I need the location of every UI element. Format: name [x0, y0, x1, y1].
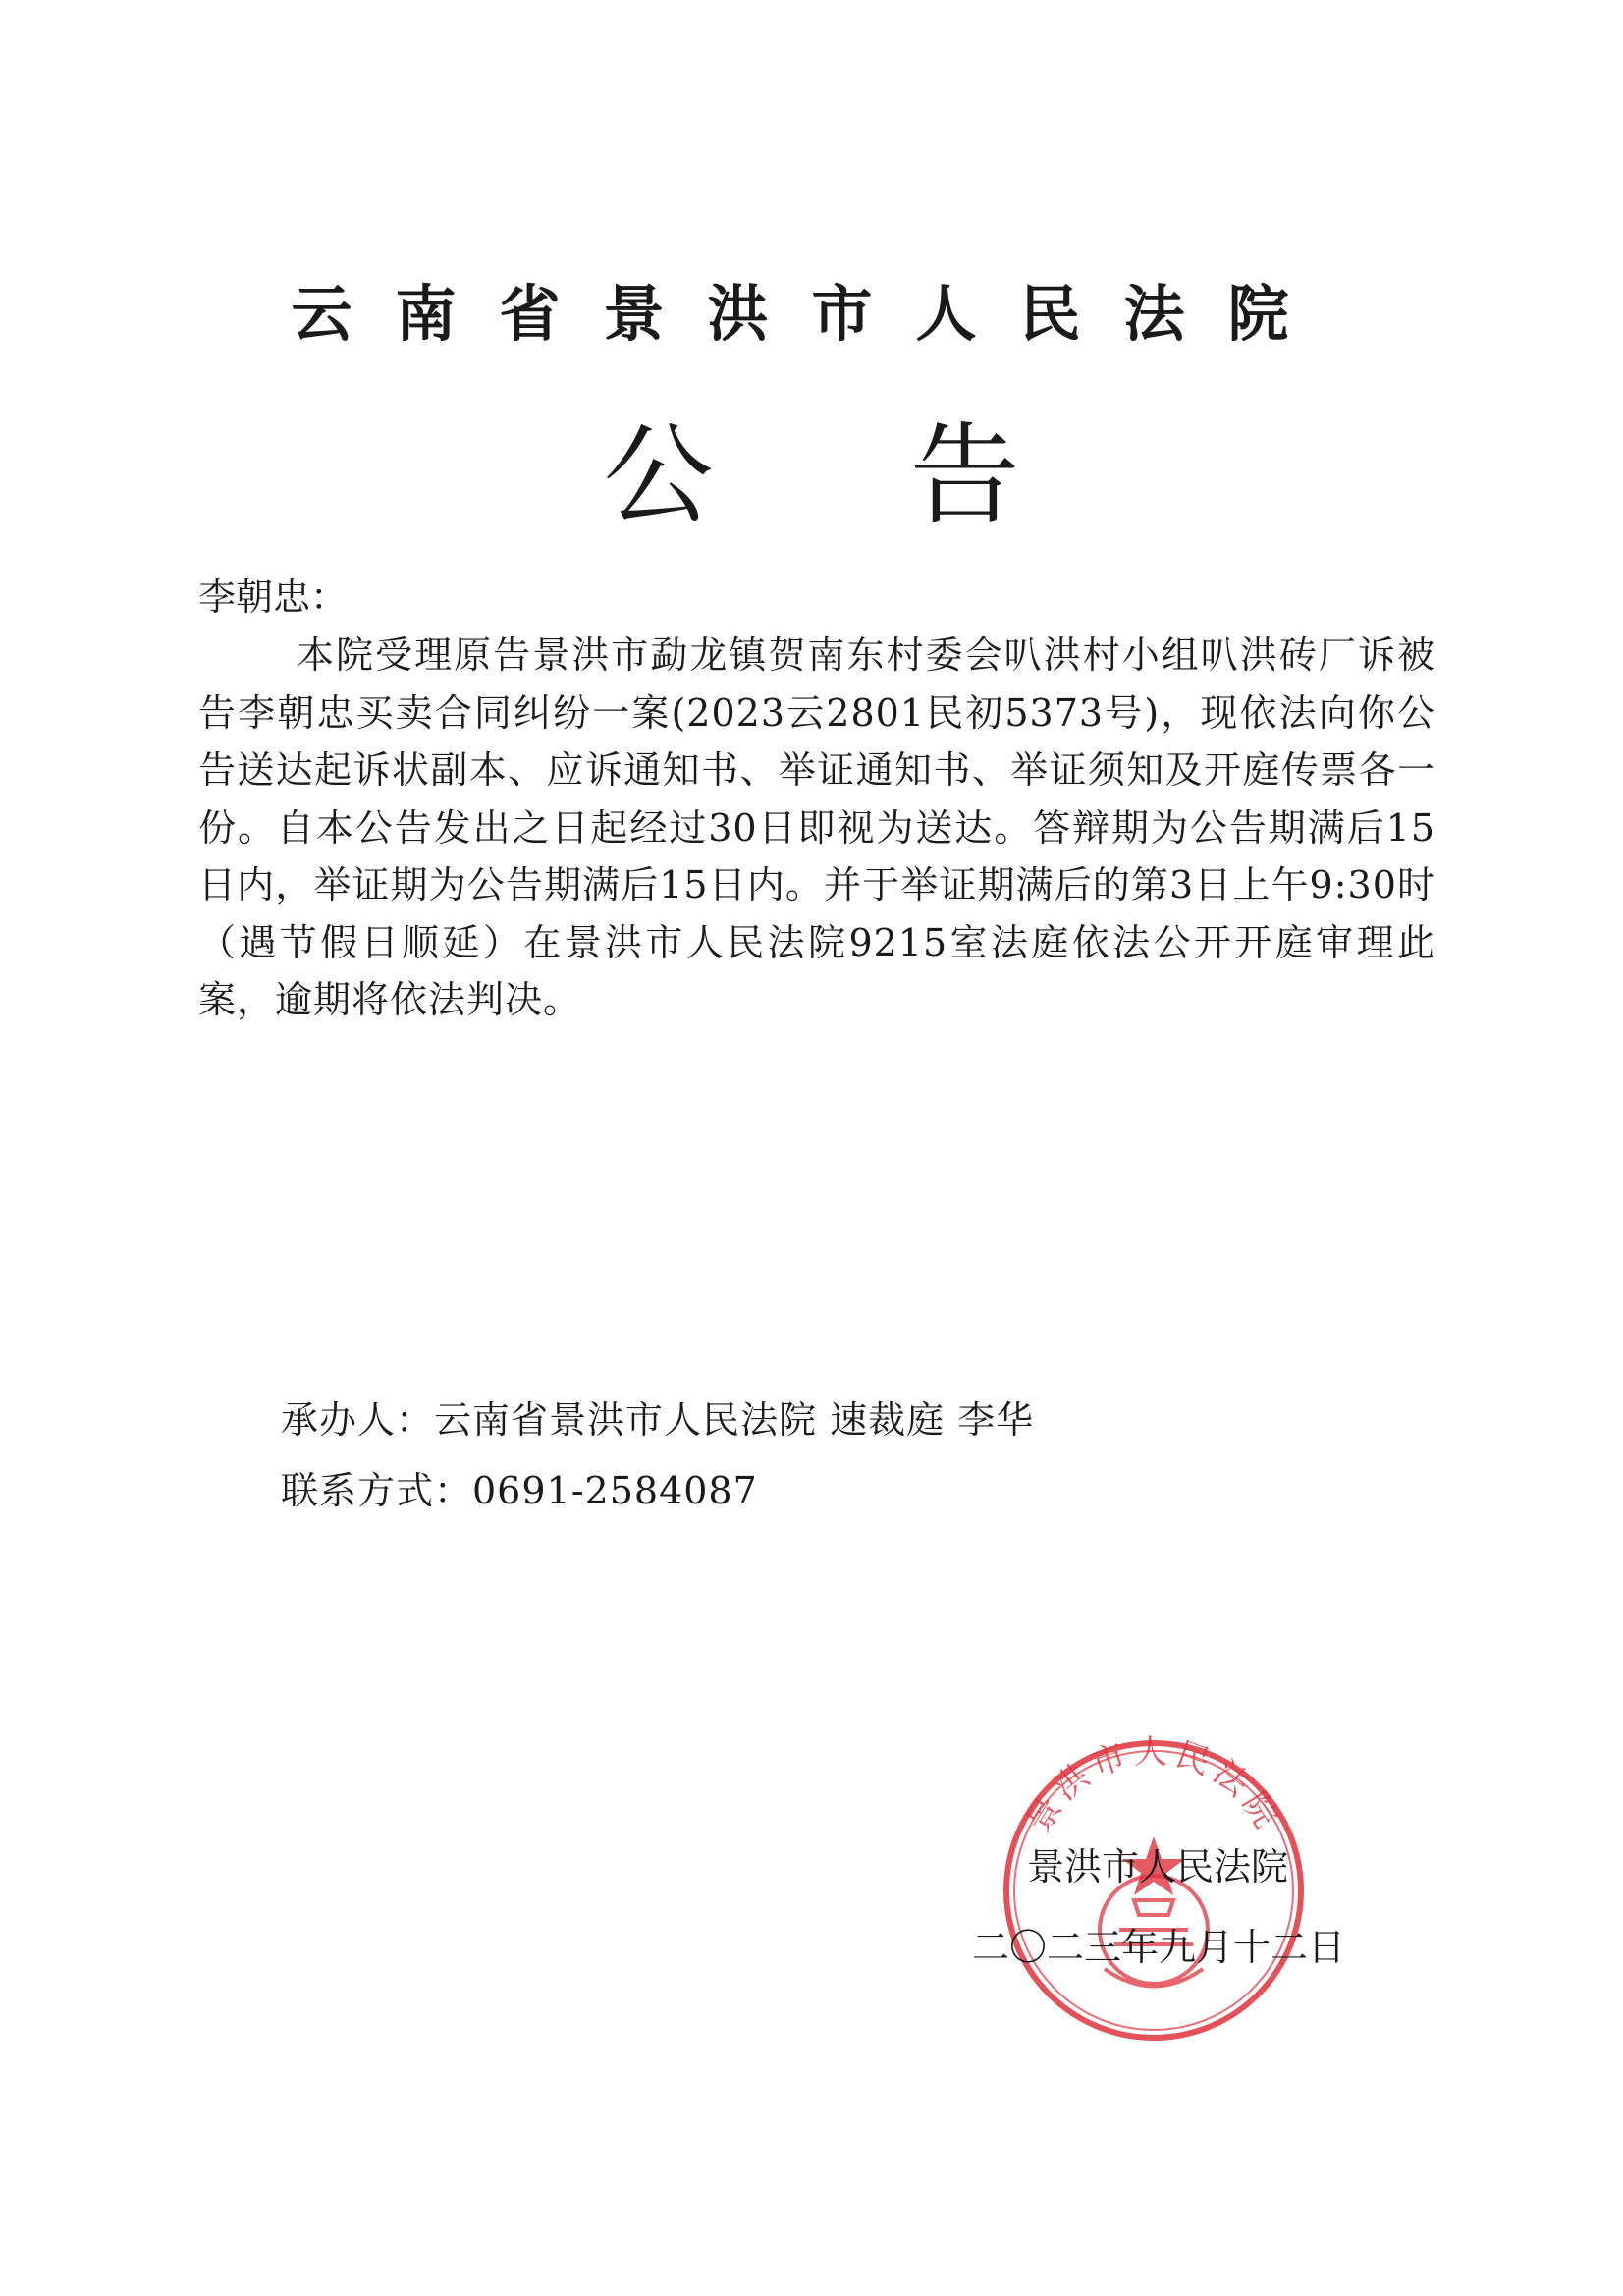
- addressee: 李朝忠：: [198, 575, 349, 619]
- contact-line: 联系方式：0691-2584087: [281, 1469, 758, 1512]
- signature-court: 景洪市人民法院: [1026, 1845, 1288, 1888]
- signature-block: [903, 1827, 1345, 1988]
- notice-body: 本院受理原告景洪市勐龙镇贺南东村委会叭洪村小组叭洪砖厂诉被告李朝忠买卖合同纠纷一案(2023云2801民初5373号)，现依法向你公告送达起诉状副本、应诉通知书、举证通知书、举证须知及开庭传票各一份。自本公告发出之日起经过30日即视为送达。答辩期为公告期满后15日内，举证期为公告期满后15日内。并于举证期满后的第3日上午9:30时（遇节假日顺延）在景洪市人民法院9215室法庭依法公开开庭审理此案，逾期将依法判决。: [198, 633, 1435, 1021]
- court-title: 云南省景洪市人民法院: [291, 278, 1332, 350]
- handler-info: [281, 1385, 1034, 1526]
- signature-date: 二〇二三年九月十二日: [971, 1926, 1345, 1969]
- svg-text:景洪市人民法院: [1019, 1733, 1289, 1839]
- document-type-title: 公告: [603, 412, 1217, 540]
- handler-line: 承办人：云南省景洪市人民法院 速裁庭 李华: [281, 1398, 1035, 1442]
- seal-text: 景洪市人民法院: [1018, 1733, 1289, 1840]
